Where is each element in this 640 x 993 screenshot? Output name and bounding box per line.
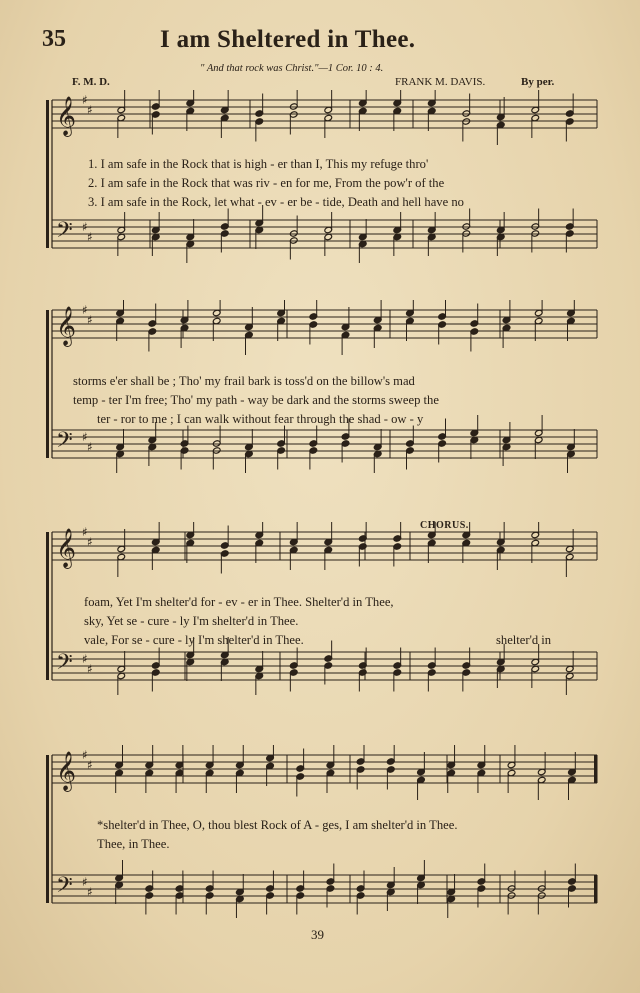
svg-text:♯: ♯ [82,220,88,234]
scripture-epigraph: " And that rock was Christ."—1 Cor. 10 : 4. [200,63,384,74]
svg-text:♯: ♯ [87,662,93,676]
svg-text:♯: ♯ [87,535,93,549]
lyric-line: 1. I am safe in the Rock that is high - er than I, This my refuge thro' [88,157,429,171]
svg-text:𝄞: 𝄞 [56,751,77,791]
lyric-line: Thee, in Thee. [97,837,170,851]
permission-note: By per. [521,76,555,88]
svg-text:♯: ♯ [82,652,88,666]
svg-text:𝄢: 𝄢 [56,650,73,680]
svg-text:♯: ♯ [82,430,88,444]
page-number: 39 [311,927,324,942]
svg-text:♯: ♯ [82,748,88,762]
svg-text:𝄢: 𝄢 [56,218,73,248]
lyric-line: shelter'd in [496,633,552,647]
svg-text:♯: ♯ [87,313,93,327]
lyric-line: 2. I am safe in the Rock that was riv - en for me, From the pow'r of the [88,176,445,190]
chorus-label: CHORUS. [420,520,469,531]
svg-text:♯: ♯ [87,103,93,117]
svg-text:♯: ♯ [82,93,88,107]
music-system-2 [0,300,640,480]
svg-text:♯: ♯ [82,525,88,539]
svg-text:𝄢: 𝄢 [56,428,73,458]
svg-text:♯: ♯ [87,230,93,244]
hymn-number: 35 [42,26,66,52]
svg-text:𝄢: 𝄢 [56,873,73,903]
svg-text:♯: ♯ [87,758,93,772]
svg-text:𝄞: 𝄞 [56,306,77,346]
lyric-line: vale, For se - cure - ly I'm shelter'd in Thee. [84,633,304,647]
lyric-line: 3. I am safe in the Rock, let what - ev - er be - tide, Death and hell have no [88,195,464,209]
lyric-line: sky, Yet se - cure - ly I'm shelter'd in Thee. [84,614,299,628]
svg-text:♯: ♯ [87,885,93,899]
svg-text:♯: ♯ [82,303,88,317]
lyric-line: foam, Yet I'm shelter'd for - ev - er in Thee. Shelter'd in Thee, [84,595,394,609]
music-system-4 [0,745,640,925]
svg-text:♯: ♯ [82,875,88,889]
lyric-line: storms e'er shall be ; Tho' my frail bark is toss'd on the billow's mad [73,374,415,388]
composer-credit: FRANK M. DAVIS. [395,76,486,88]
lyric-line: temp - ter I'm free; Tho' my path - way be dark and the storms sweep the [73,393,439,407]
hymn-title: I am Sheltered in Thee. [160,26,416,53]
meter-credit: F. M. D. [72,76,110,88]
lyric-line: *shelter'd in Thee, O, thou blest Rock of A - ges, I am shelter'd in Thee. [97,818,458,832]
svg-text:𝄞: 𝄞 [56,528,77,568]
svg-text:𝄞: 𝄞 [56,96,77,136]
music-system-3 [0,522,640,702]
svg-text:♯: ♯ [87,440,93,454]
lyric-line: ter - ror to me ; I can walk without fear through the shad - ow - y [97,412,424,426]
